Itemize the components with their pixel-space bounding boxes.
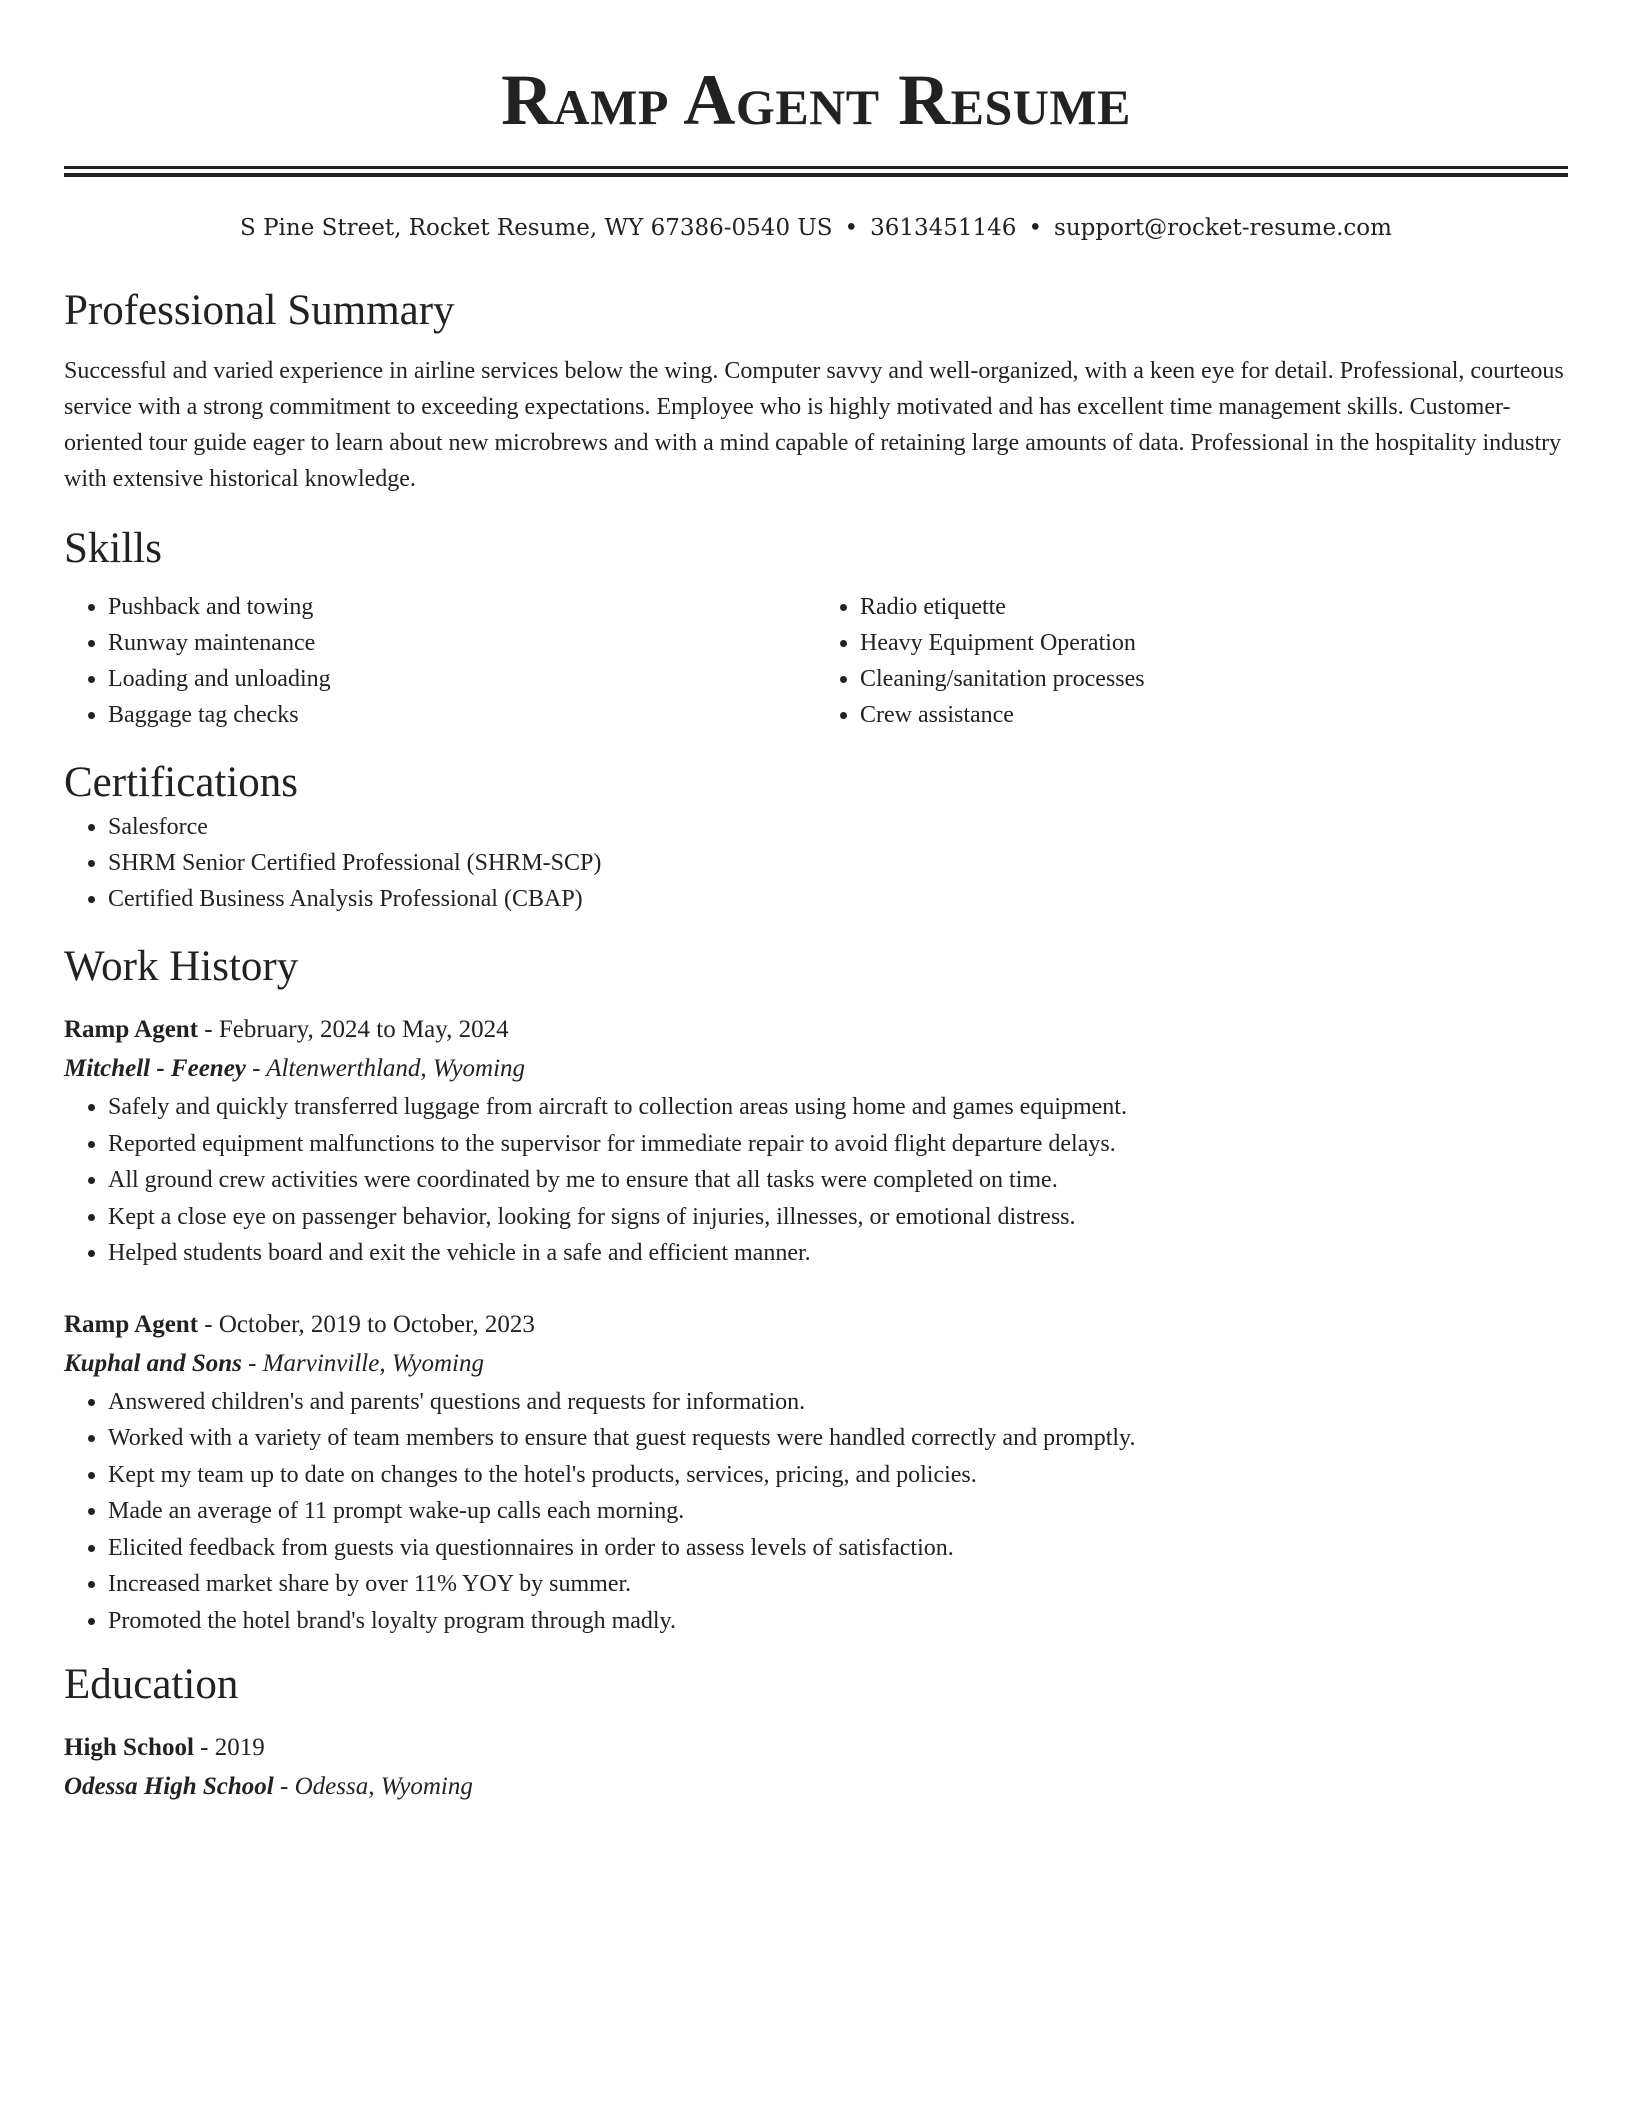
job-header: Ramp Agent - October, 2019 to October, 2023	[64, 1310, 535, 1338]
education-school: Odessa High School	[64, 1773, 274, 1800]
job-dates: October, 2019 to October, 2023	[218, 1310, 535, 1338]
contact-separator: •	[1028, 215, 1043, 241]
job-duty-item: • Safely and quickly transferred luggage from aircraft to collection areas using home and games equipment.	[108, 1089, 1568, 1126]
skill-item: • Loading and unloading	[108, 661, 816, 697]
education-header: High School - 2019	[64, 1734, 265, 1761]
skills-list-right	[816, 589, 1568, 733]
certification-item: • Certified Business Analysis Professional (CBAP)	[108, 881, 1568, 917]
job-entry	[64, 1306, 1568, 1640]
job-location: Altenwerthland, Wyoming	[266, 1055, 526, 1082]
skill-item: • Pushback and towing	[108, 589, 816, 625]
education-heading: Education	[64, 1661, 239, 1708]
job-dates: February, 2024 to May, 2024	[218, 1016, 509, 1043]
contact-phone: 3613451146	[870, 215, 1017, 241]
skill-item: • Radio etiquette	[860, 589, 1568, 625]
job-duty-item: • Promoted the hotel brand's loyalty program through madly.	[108, 1603, 1568, 1640]
job-employer: Mitchell - Feeney - Altenwerthland, Wyoming	[64, 1055, 526, 1082]
skill-item: • Crew assistance	[860, 697, 1568, 733]
summary-heading: Professional Summary	[64, 287, 455, 334]
education-degree: High School	[64, 1734, 194, 1761]
job-duty-item: • Kept a close eye on passenger behavior, looking for signs of injuries, illnesses, or emotional distress.	[108, 1199, 1568, 1236]
contact-email: support@rocket-resume.com	[1054, 215, 1392, 241]
job-company: Kuphal and Sons	[64, 1349, 242, 1377]
job-duty-item: • Helped students board and exit the vehicle in a safe and efficient manner.	[108, 1235, 1568, 1272]
job-duties-list	[64, 1089, 1568, 1272]
education-location: Odessa, Wyoming	[294, 1773, 473, 1800]
title-double-rule	[64, 166, 1568, 177]
skill-item: • Runway maintenance	[108, 625, 816, 661]
job-company: Mitchell - Feeney	[64, 1055, 246, 1082]
contact-line	[64, 213, 1568, 243]
education-year: 2019	[214, 1734, 265, 1761]
job-duty-item: • Reported equipment malfunctions to the supervisor for immediate repair to avoid flight departure delays.	[108, 1126, 1568, 1163]
skill-item: • Heavy Equipment Operation	[860, 625, 1568, 661]
certification-item: • Salesforce	[108, 809, 1568, 845]
job-duty-item: • Increased market share by over 11% YOY by summer.	[108, 1566, 1568, 1603]
job-header: Ramp Agent - February, 2024 to May, 2024	[64, 1016, 509, 1043]
summary-text: Successful and varied experience in airline services below the wing. Computer savvy and well-organized, with a keen eye for detail. Professional, courteous service with a strong commitment to exceeding expectations. Employee who is highly motivated and has excellent time management skills. Customer-oriented tour guide eager to learn about new microbrews and with a mind capable of retaining large amounts of data. Professional in the hospitality industry with extensive historical knowledge.	[64, 358, 1564, 492]
job-duty-item: • Kept my team up to date on changes to the hotel's products, services, pricing, and policies.	[108, 1457, 1568, 1494]
job-duty-item: • All ground crew activities were coordinated by me to ensure that all tasks were completed on time.	[108, 1162, 1568, 1199]
skills-list-left	[64, 589, 816, 733]
contact-address: S Pine Street, Rocket Resume, WY 67386-0540 US	[240, 215, 833, 241]
resume-title: Ramp Agent Resume	[501, 60, 1131, 140]
skills-heading: Skills	[64, 525, 162, 572]
education-school-line: Odessa High School - Odessa, Wyoming	[64, 1773, 473, 1800]
skills-columns	[64, 589, 1568, 733]
contact-separator: •	[844, 215, 859, 241]
job-duty-item: • Elicited feedback from guests via questionnaires in order to assess levels of satisfaction.	[108, 1530, 1568, 1567]
job-entry	[64, 1011, 1568, 1272]
job-duties-list	[64, 1384, 1568, 1640]
job-duty-item: • Answered children's and parents' questions and requests for information.	[108, 1384, 1568, 1421]
job-duty-item: • Made an average of 11 prompt wake-up calls each morning.	[108, 1493, 1568, 1530]
skill-item: • Baggage tag checks	[108, 697, 816, 733]
certification-item: • SHRM Senior Certified Professional (SHRM-SCP)	[108, 845, 1568, 881]
job-title: Ramp Agent	[64, 1016, 199, 1043]
job-title: Ramp Agent	[64, 1310, 199, 1338]
work-history-heading: Work History	[64, 943, 299, 990]
skill-item: • Cleaning/sanitation processes	[860, 661, 1568, 697]
job-location: Marvinville, Wyoming	[262, 1349, 484, 1377]
job-duty-item: • Worked with a variety of team members to ensure that guest requests were handled correctly and promptly.	[108, 1420, 1568, 1457]
certifications-list	[64, 809, 1568, 917]
job-employer: Kuphal and Sons - Marvinville, Wyoming	[64, 1349, 484, 1377]
certifications-heading: Certifications	[64, 759, 299, 806]
